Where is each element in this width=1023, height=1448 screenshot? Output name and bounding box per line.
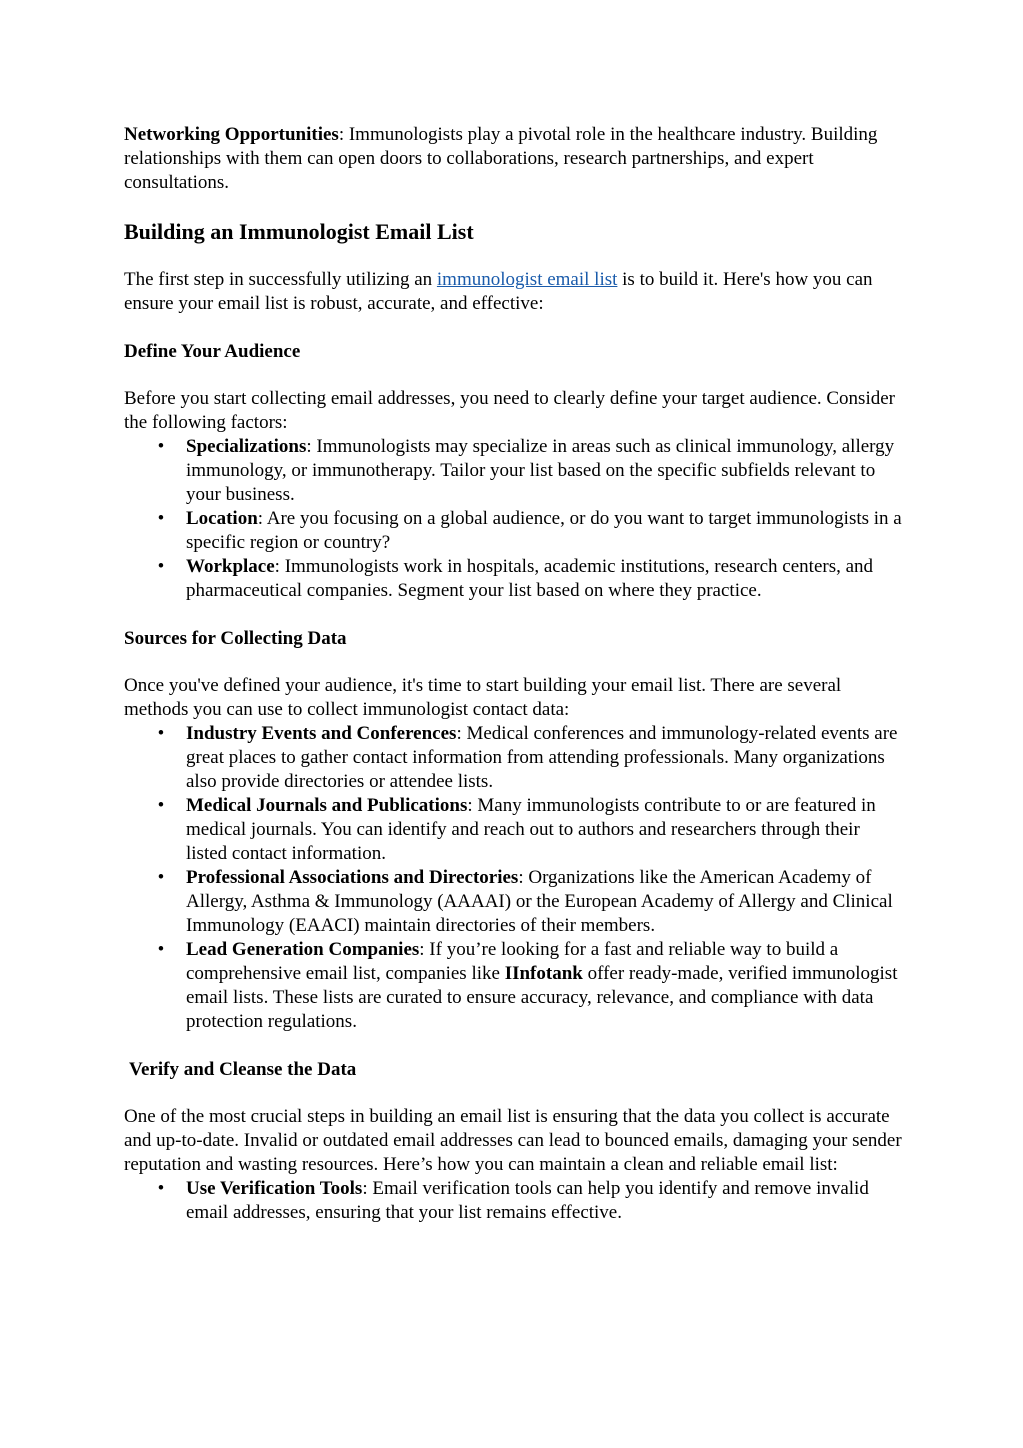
item-text: : Email verification tools can help you identify and remove invalid email addresses, ensuring that your list remains effective. — [186, 1178, 869, 1223]
define-heading: Define Your Audience — [124, 341, 301, 362]
list-item — [124, 866, 904, 938]
item-text: : Immunologists work in hospitals, academic institutions, research centers, and pharmaceutical companies. Segment your list based on where they practice. — [186, 556, 874, 601]
item-text: : Immunologists may specialize in areas such as clinical immunology, allergy immunology, or immunotherapy. Tailor your list based on the specific subfields relevant to your business. — [186, 436, 895, 505]
bullet-icon: • — [157, 1178, 165, 1199]
item-term: Use Verification Tools — [186, 1178, 363, 1199]
networking-paragraph — [124, 123, 904, 195]
section-title: Building an Immunologist Email List — [124, 219, 474, 244]
list-item — [124, 1177, 904, 1225]
networking-text: : Immunologists play a pivotal role in the healthcare industry. Building relationships with them can open doors to collaborations, research partnerships, and expert consultations. — [124, 124, 878, 193]
item-term: Medical Journals and Publications — [186, 795, 468, 816]
item-term: Lead Generation Companies — [186, 939, 420, 960]
list-item — [124, 435, 904, 507]
item-text: : Are you focusing on a global audience, or do you want to target immunologists in a specific region or country? — [186, 508, 902, 553]
bullet-icon: • — [157, 867, 165, 888]
item-text: : Medical conferences and immunology-related events are great places to gather contact information from attending professionals. Many organizations also provide directories or attendee lists. — [186, 723, 898, 792]
list-item — [124, 555, 904, 603]
list-item — [124, 722, 904, 794]
list-item — [124, 794, 904, 866]
list-item — [124, 938, 904, 1034]
intro-text-after: is to build it. Here's how you can ensure your email list is robust, accurate, and effective: — [124, 269, 873, 314]
item-text: : Organizations like the American Academy of Allergy, Asthma & Immunology (AAAAI) or the European Academy of Allergy and Clinical Immunology (EAACI) maintain directories of their members. — [186, 867, 893, 936]
email-list-link[interactable]: immunologist email list — [436, 269, 618, 290]
verify-intro: One of the most crucial steps in building an email list is ensuring that the data you collect is accurate and up-to-date. Invalid or outdated email addresses can lead to bounced emails, damaging your sender reputation and wasting resources. Here’s how you can maintain a clean and reliable email list: — [124, 1106, 902, 1175]
sources-intro: Once you've defined your audience, it's time to start building your email list. There are several methods you can use to collect immunologist contact data: — [124, 675, 842, 720]
list-item — [124, 507, 904, 555]
item-term: Specializations — [186, 436, 307, 457]
item-term: Location — [186, 508, 258, 529]
company-name: IInfotank — [504, 963, 583, 984]
sources-heading: Sources for Collecting Data — [124, 628, 347, 649]
item-term: Workplace — [186, 556, 275, 577]
item-text: offer ready-made, verified immunologist email lists. These lists are curated to ensure accuracy, relevance, and compliance with data protection regulations. — [186, 963, 898, 1032]
intro-text-before: The first step in successfully utilizing an — [124, 269, 437, 290]
verify-heading: Verify and Cleanse the Data — [129, 1059, 357, 1080]
bullet-icon: • — [157, 939, 165, 960]
define-list — [124, 435, 904, 603]
item-text: : If you’re looking for a fast and reliable way to build a comprehensive email list, companies like — [186, 939, 839, 984]
sources-list — [124, 722, 904, 1034]
intro-paragraph — [124, 268, 904, 316]
bullet-icon: • — [157, 556, 165, 577]
bullet-icon: • — [157, 436, 165, 457]
item-text: : Many immunologists contribute to or are featured in medical journals. You can identify and reach out to authors and researchers through their listed contact information. — [186, 795, 876, 864]
item-term: Industry Events and Conferences — [186, 723, 457, 744]
item-term: Professional Associations and Directories — [186, 867, 519, 888]
bullet-icon: • — [157, 723, 165, 744]
networking-term: Networking Opportunities — [124, 124, 339, 145]
verify-list — [124, 1177, 904, 1225]
bullet-icon: • — [157, 508, 165, 529]
bullet-icon: • — [157, 795, 165, 816]
define-intro: Before you start collecting email addresses, you need to clearly define your target audience. Consider the following factors: — [124, 388, 895, 433]
